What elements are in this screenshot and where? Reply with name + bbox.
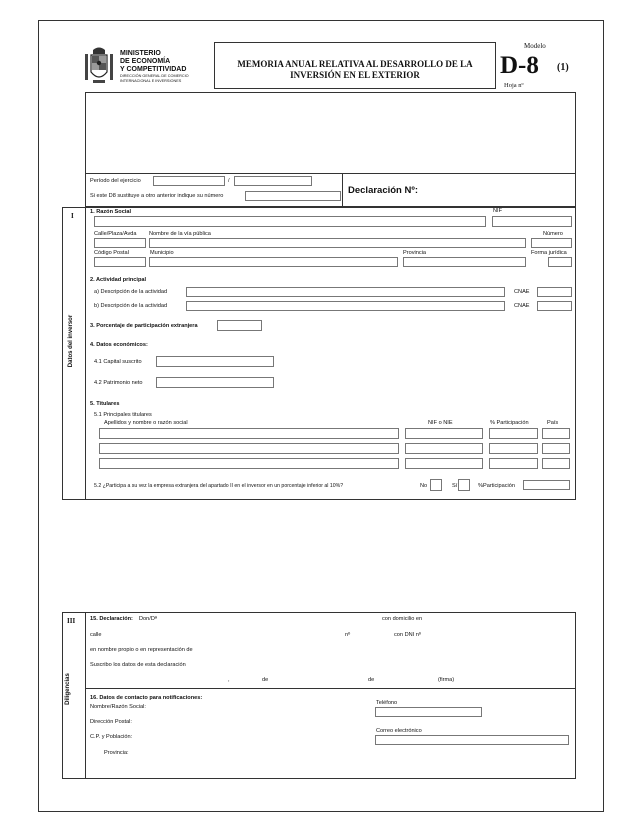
numero-label: Número [543, 231, 563, 237]
divider [85, 612, 86, 779]
forma-juridica-label: Forma jurídica [531, 250, 567, 256]
suscribo-label: Suscribo los datos de esta declaración [90, 662, 186, 668]
municipio-input[interactable] [149, 257, 398, 267]
top-blank-area [85, 92, 576, 207]
correo-label: Correo electrónico [376, 728, 422, 734]
q52-no-label: No [420, 483, 428, 489]
q52-label: 5.2 ¿Participa a su vez la empresa extranjera del apartado II en el inversor en un porcentaje inferior al 10%? [94, 483, 344, 489]
numero-label-decl: nº [345, 632, 351, 638]
nif-input[interactable] [492, 216, 572, 227]
col-nombre-header: Apellidos y nombre o razón social [104, 420, 188, 426]
cp-label: Código Postal [94, 250, 129, 256]
contacto-cp-label: C.P. y Población: [90, 734, 133, 740]
firma-label: (firma) [438, 677, 455, 683]
patrimonio-input[interactable] [156, 377, 274, 388]
calle-input[interactable] [94, 238, 146, 248]
titular-row-3-name[interactable] [99, 458, 399, 469]
divider [85, 173, 576, 174]
periodo-from-input[interactable] [153, 176, 225, 186]
periodo-slash: / [228, 178, 230, 184]
q52-si-label: Sí [452, 483, 458, 489]
capital-input[interactable] [156, 356, 274, 367]
numero-input[interactable] [531, 238, 572, 248]
cnae-a-label: CNAE [514, 289, 530, 295]
principales-label: 5.1 Principales titulares [94, 412, 152, 418]
titular-row-2-pais[interactable] [542, 443, 570, 454]
cp-input[interactable] [94, 257, 146, 267]
via-input[interactable] [149, 238, 526, 248]
titular-row-3-nif[interactable] [405, 458, 483, 469]
actividad-a-input[interactable] [186, 287, 505, 297]
titular-row-1-pais[interactable] [542, 428, 570, 439]
section-1-roman: I [71, 212, 74, 220]
titular-row-2-part[interactable] [489, 443, 538, 454]
section-3-roman: III [67, 617, 76, 625]
q52-pct-label: %Participación [478, 483, 515, 489]
date-de-2: de [368, 677, 375, 683]
actividad-b-label: b) Descripción de la actividad [94, 303, 168, 309]
declaracion-label: 15. Declaración: [90, 616, 133, 622]
calle-label-decl: calle [90, 632, 102, 638]
q52-si-checkbox[interactable] [458, 479, 470, 491]
periodo-label: Período del ejercicio [90, 178, 141, 184]
provincia-input[interactable] [403, 257, 526, 267]
titulares-label: 5. Titulares [90, 401, 120, 407]
section-3-side-label: Diligencias [65, 673, 71, 705]
titular-row-1-nif[interactable] [405, 428, 483, 439]
subdept-line-1: DIRECCIÓN GENERAL DE COMERCIO [120, 74, 189, 78]
nombre-propio-label: en nombre propio o en representación de [90, 647, 193, 653]
ministry-line-3: Y COMPETITIVIDAD [120, 66, 187, 73]
contacto-provincia-label: Provincia: [104, 750, 129, 756]
titular-row-1-part[interactable] [489, 428, 538, 439]
col-pais-header: País [547, 420, 559, 426]
divider [85, 688, 576, 689]
razon-social-input[interactable] [94, 216, 486, 227]
divider [85, 207, 86, 500]
calle-label: Calle/Plaza/Avda [94, 231, 137, 237]
sustituye-number-input[interactable] [245, 191, 341, 201]
date-de-1: de [262, 677, 269, 683]
telefono-input[interactable] [375, 707, 482, 717]
razon-social-label: 1. Razón Social [90, 209, 132, 215]
via-label: Nombre de la vía pública [149, 231, 211, 237]
ministry-name [120, 50, 189, 84]
contacto-label: 16. Datos de contacto para notificaciones: [90, 695, 203, 701]
col-nif-header: NIF o NIE [428, 420, 453, 426]
sustituye-label: Si este D8 sustituye a otro anterior indique su número [90, 193, 224, 199]
section-1-side-label: Datos del inversor [68, 314, 74, 368]
declaracion-number-label: Declaración Nº: [348, 185, 418, 196]
hoja-label: Hoja nº [504, 82, 524, 89]
title-box [214, 42, 496, 89]
modelo-code: D-8 [500, 52, 539, 79]
cnae-a-input[interactable] [537, 287, 572, 297]
titular-row-1-name[interactable] [99, 428, 399, 439]
actividad-label: 2. Actividad principal [90, 277, 147, 283]
provincia-label: Provincia [403, 250, 427, 256]
economicos-label: 4. Datos económicos: [90, 342, 148, 348]
titular-row-2-nif[interactable] [405, 443, 483, 454]
capital-label: 4.1 Capital suscrito [94, 359, 142, 365]
titular-row-3-pais[interactable] [542, 458, 570, 469]
ministry-line-2: DE ECONOMÍA [120, 58, 171, 65]
subdept-line-2: INTERNACIONAL E INVERSIONES [120, 78, 182, 83]
cnae-b-label: CNAE [514, 303, 530, 309]
porcentaje-label: 3. Porcentaje de participación extranjera [90, 323, 198, 329]
nif-label: NIF [493, 208, 503, 214]
municipio-label: Municipio [150, 250, 174, 256]
ministry-line-1: MINISTERIO [120, 50, 161, 57]
section-1-frame [62, 207, 576, 500]
periodo-to-input[interactable] [234, 176, 312, 186]
q52-pct-input[interactable] [523, 480, 570, 490]
actividad-b-input[interactable] [186, 301, 505, 311]
title-line-2: INVERSIÓN EN EL EXTERIOR [290, 70, 420, 80]
contacto-direccion-label: Dirección Postal: [90, 719, 132, 725]
titular-row-3-part[interactable] [489, 458, 538, 469]
date-comma: , [228, 677, 230, 683]
correo-input[interactable] [375, 735, 569, 745]
q52-no-checkbox[interactable] [430, 479, 442, 491]
domicilio-label: con domicilio en [382, 616, 423, 622]
telefono-label: Teléfono [376, 700, 398, 706]
col-part-header: % Participación [490, 420, 529, 426]
porcentaje-input[interactable] [217, 320, 262, 331]
contacto-nombre-label: Nombre/Razón Social: [90, 704, 146, 710]
modelo-label: Modelo [524, 42, 546, 50]
patrimonio-label: 4.2 Patrimonio neto [94, 380, 143, 386]
cnae-b-input[interactable] [537, 301, 572, 311]
coat-of-arms-logo [84, 46, 114, 86]
don-label: Don/Dª [139, 616, 157, 622]
forma-juridica-input[interactable] [548, 257, 572, 267]
titular-row-2-name[interactable] [99, 443, 399, 454]
divider [342, 173, 343, 207]
modelo-note: (1) [557, 62, 569, 73]
actividad-a-label: a) Descripción de la actividad [94, 289, 168, 295]
title-line-1: MEMORIA ANUAL RELATIVA AL DESARROLLO DE LA [237, 59, 473, 69]
dni-label: con DNI nº [394, 632, 421, 638]
